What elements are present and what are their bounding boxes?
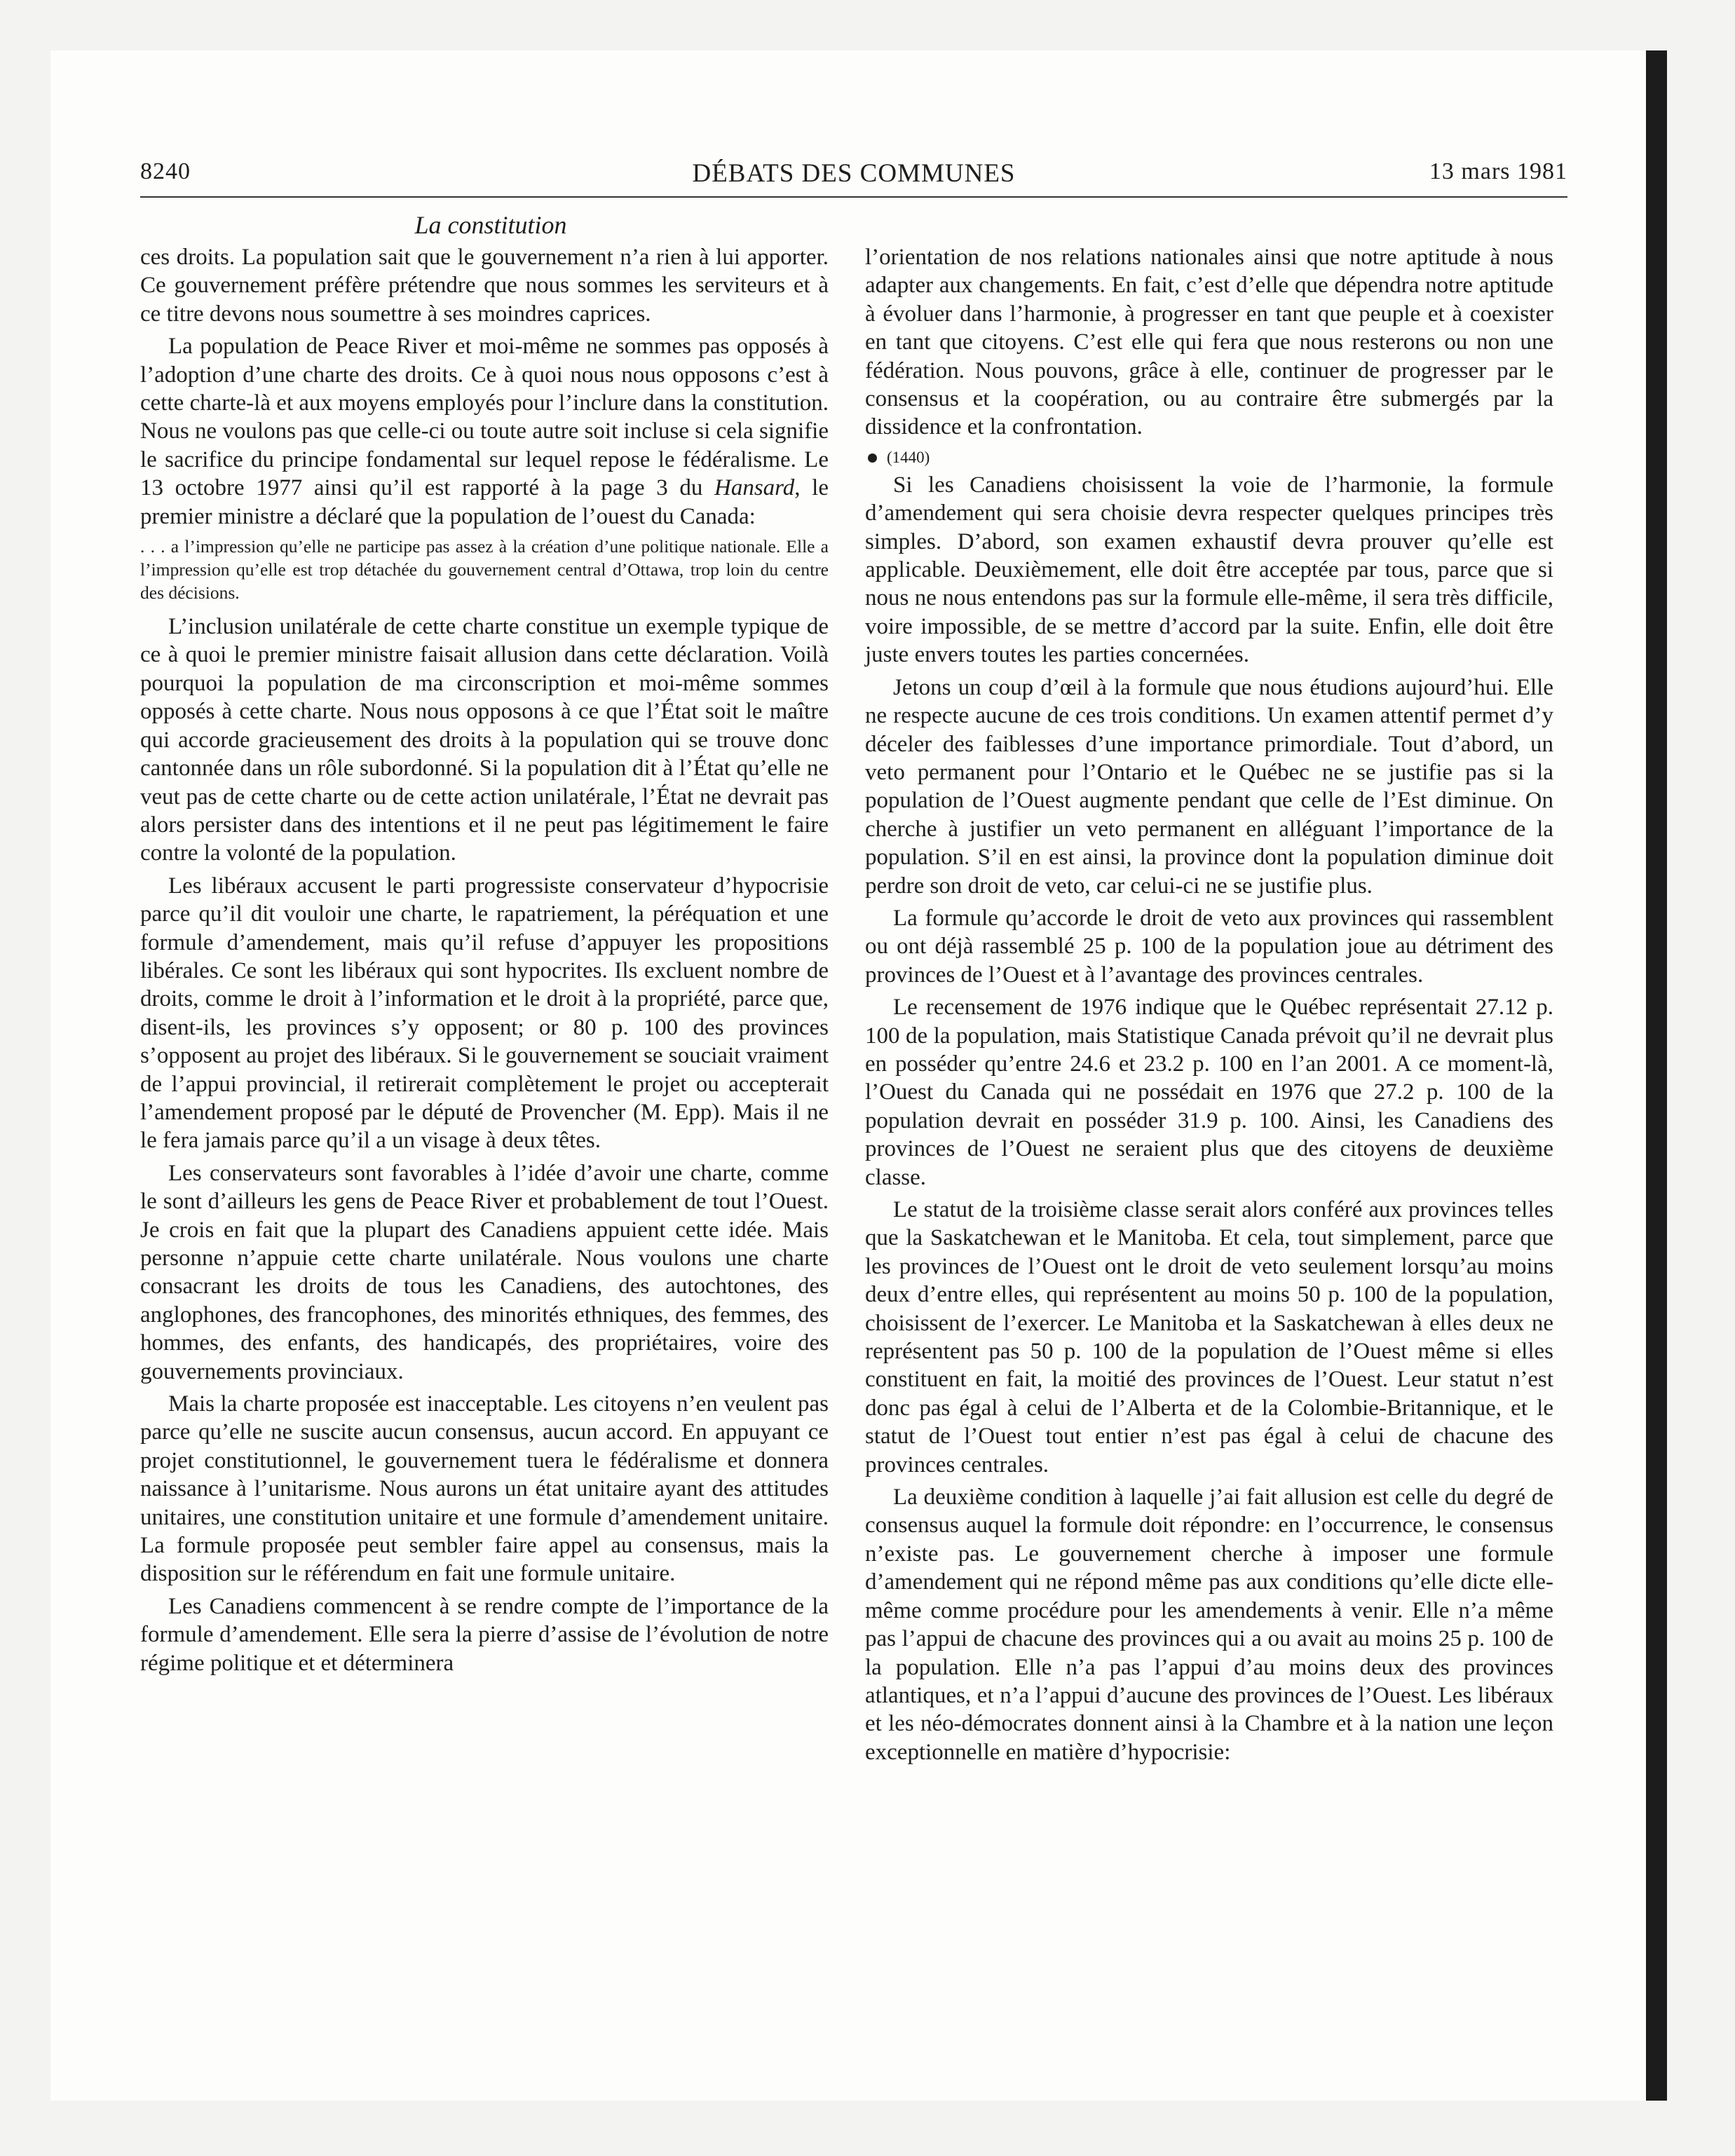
bullet-icon: [868, 453, 877, 463]
page-number: 8240: [140, 158, 191, 184]
publication-title: DÉBATS DES COMMUNES: [692, 159, 1016, 188]
subject-heading: La constitution: [414, 211, 567, 239]
paragraph: l’orientation de nos relations nationales ainsi que notre aptitude à nous adapter aux changements. En fait, c’est d’elle que dépendra notre aptitude à évoluer dans l’harmonie, à progresser en tant que peuple et à coexister en tant que citoyens. C’est elle qui fera que nous resterons ou non une fédération. Nous pouvons, grâce à elle, continuer de progresser par le consensus et la coopération, ou au contraire être submergés par la dissidence et la confrontation.: [865, 245, 1553, 440]
paragraph: [140, 332, 829, 531]
header-rule: [140, 196, 1567, 198]
paragraph: La formule qu’accorde le droit de veto aux provinces qui rassemblent ou ont déjà rassemblé 25 p. 100 de la population joue au détriment des provinces de l’Ouest et à l’avantage des provinces centrales.: [865, 905, 1553, 988]
paragraph: Mais la charte proposée est inacceptable. Les citoyens n’en veulent pas parce qu’elle ne suscite aucun consensus, aucun accord. En appuyant ce projet constitutionnel, le gouvernement tuera le fédéralisme et donnera naissance à l’unitarisme. Nous aurons un état unitaire ayant des attitudes unitaires, une constitution unitaire et une formule d’amendement unitaire. La formule proposée peut sembler faire appel au consensus, mais la disposition sur le référendum en fait une formule unitaire.: [140, 1391, 829, 1587]
paragraph: Les Canadiens commencent à se rendre compte de l’importance de la formule d’amendement. Elle sera la pierre d’assise de l’évolution de notre régime politique et et déterminera: [140, 1593, 829, 1676]
paragraph: L’inclusion unilatérale de cette charte constitue un exemple typique de ce à quoi le premier ministre faisait allusion dans cette déclaration. Voilà pourquoi la population de ma circonscription et moi-même sommes opposés à cette charte. Nous nous opposons à ce que l’État soit le maître qui accorde gracieusement des droits à la population qui se trouve donc cantonnée dans un rôle subordonné. Si la population dit à l’État qu’elle ne veut pas de cette charte ou de cette action unilatérale, l’État ne devrait pas alors persister dans des intentions et il ne peut pas légitimement le faire contre la volonté de la population.: [140, 614, 829, 866]
paragraph-text: , le premier ministre a déclaré que la population de l’ouest du Canada:: [140, 475, 829, 529]
paragraph: Les conservateurs sont favorables à l’idée d’avoir une charte, comme le sont d’ailleurs les gens de Peace River et probablement de tout l’Ouest. Je crois en fait que la plupart des Canadiens appuient cette idée. Mais personne n’appuie cette charte unilatérale. Nous voulons une charte consacrant les droits de tous les Canadiens, des autochtones, des anglophones, des francophones, des minorités ethniques, des femmes, des hommes, des enfants, des handicapés, des propriétaires, voire des gouvernements provinciaux.: [140, 1160, 829, 1384]
paragraph: Les libéraux accusent le parti progressiste conservateur d’hypocrisie parce qu’il dit vouloir une charte, le rapatriement, la péréquation et une formule d’amendement, mais qu’il refuse d’appuyer les propositions libérales. Ce sont les libéraux qui sont hypocrites. Ils excluent nombre de droits, comme le droit à l’information et le droit à la propriété, parce que, disent-ils, les provinces s’y opposent; or 80 p. 100 des provinces s’opposent au projet des libéraux. Si le gouvernement se souciait vraiment de l’appui provincial, il retirerait complètement le projet ou accepterait l’amendement proposé par le député de Provencher (M. Epp). Mais il ne le fera jamais parce qu’il a un visage à deux têtes.: [140, 873, 829, 1154]
paragraph: La deuxième condition à laquelle j’ai fait allusion est celle du degré de consensus auquel la formule doit répondre: en l’occurrence, le consensus n’existe pas. Le gouvernement cherche à imposer une formule d’amendement qui ne répond même pas aux conditions qu’elle dicte elle-même comme procédure pour les amendements à venir. Elle n’a même pas l’appui de chacune des provinces qui a ou avait au moins 25 p. 100 de la population. Elle n’a pas l’appui d’au moins deux des provinces atlantiques, et n’a l’appui d’aucune des provinces de l’Ouest. Les libéraux et les néo-démocrates donnent ainsi à la Chambre et à la nation une leçon exceptionnelle en matière d’hypocrisie:: [865, 1485, 1553, 1765]
paragraph: Si les Canadiens choisissent la voie de l’harmonie, la formule d’amendement qui sera choisie devra respecter quelques principes très simples. D’abord, son examen exhaustif devra prouver qu’elle est applicable. Deuxièmement, elle doit être acceptée par tous, parce que si nous ne nous entendons pas sur la formule elle-même, il sera très difficile, voire impossible, de se mettre d’accord par la suite. Enfin, elle doit être juste envers toutes les parties concernées.: [865, 472, 1553, 668]
scan-edge-bar: [1646, 50, 1667, 2101]
sitting-date: 13 mars 1981: [1429, 158, 1567, 184]
running-header: [140, 158, 1567, 193]
right-column: [865, 243, 1553, 1770]
paragraph: ces droits. La population sait que le gouvernement n’a rien à lui apporter. Ce gouvernement préfère prétendre que nous sommes les serviteurs et à ce titre devons nous soumettre à ses moindres caprices.: [140, 245, 829, 327]
block-quote: . . . a l’impression qu’elle ne participe pas assez à la création d’une politique nationale. Elle a l’impression qu’elle est trop détachée du gouvernement central d’Ottawa, trop loin du centre des décisions.: [140, 536, 829, 603]
paragraph-text: La population de Peace River et moi-même ne sommes pas opposés à l’adoption d’une charte des droits. Ce à quoi nous nous opposons c’est à cette charte-là et aux moyens employés pour l’inclure dans la constitution. Nous ne voulons pas que celle-ci ou toute autre soit incluse si cela signifie le sacrifice du principe fondamental sur lequel repose le fédéralisme. Le 13 octobre 1977 ainsi qu’il est rapporté à la page 3 du: [140, 334, 829, 501]
left-column: [140, 243, 829, 1681]
paragraph: Le statut de la troisième classe serait alors conféré aux provinces telles que la Saskatchewan et le Manitoba. Et cela, tout simplement, parce que les provinces de l’Ouest ont le droit de veto seulement lorsqu’au moins deux d’entre elles, qui représentent au moins 50 p. 100 de la population, choisissent de l’exercer. Le Manitoba et la Saskatchewan à elles deux ne représentent pas 50 p. 100 de la population de l’Ouest même si elles constituent en fait, la moitié des provinces de l’Ouest. Leur statut n’est donc pas égal à celui de l’Alberta et de la Colombie-Britannique, et le statut de l’Ouest tout entier n’est pas égal à celui de chacune des provinces centrales.: [865, 1197, 1553, 1478]
time-marker-text: (1440): [887, 448, 930, 466]
paragraph: Jetons un coup d’œil à la formule que nous étudions aujourd’hui. Elle ne respecte aucune de ces trois conditions. Un examen attentif permet d’y déceler des faiblesses d’une importance primordiale. Tout d’abord, un veto permanent pour l’Ontario et le Québec ne se justifie pas si la population de l’Ouest augmente pendant que celle de l’Est diminue. On cherche à justifier un veto permanent en alléguant l’importance de la population. S’il en est ainsi, la province dont la population diminue doit perdre son droit de veto, car celui-ci ne se justifie plus.: [865, 674, 1553, 899]
time-marker: [865, 446, 1553, 470]
hansard-reference: Hansard: [714, 475, 795, 501]
paragraph: Le recensement de 1976 indique que le Québec représentait 27.12 p. 100 de la population, mais Statistique Canada prévoit qu’il ne devrait plus en posséder qu’entre 24.6 et 23.2 p. 100 en l’an 2001. A ce moment-là, l’Ouest du Canada qui ne possédait en 1976 que 27.2 p. 100 de la population devrait en posséder 31.9 p. 100. Ainsi, les Canadiens des provinces de l’Ouest ne seraient plus que des citoyens de deuxième classe.: [865, 995, 1553, 1190]
